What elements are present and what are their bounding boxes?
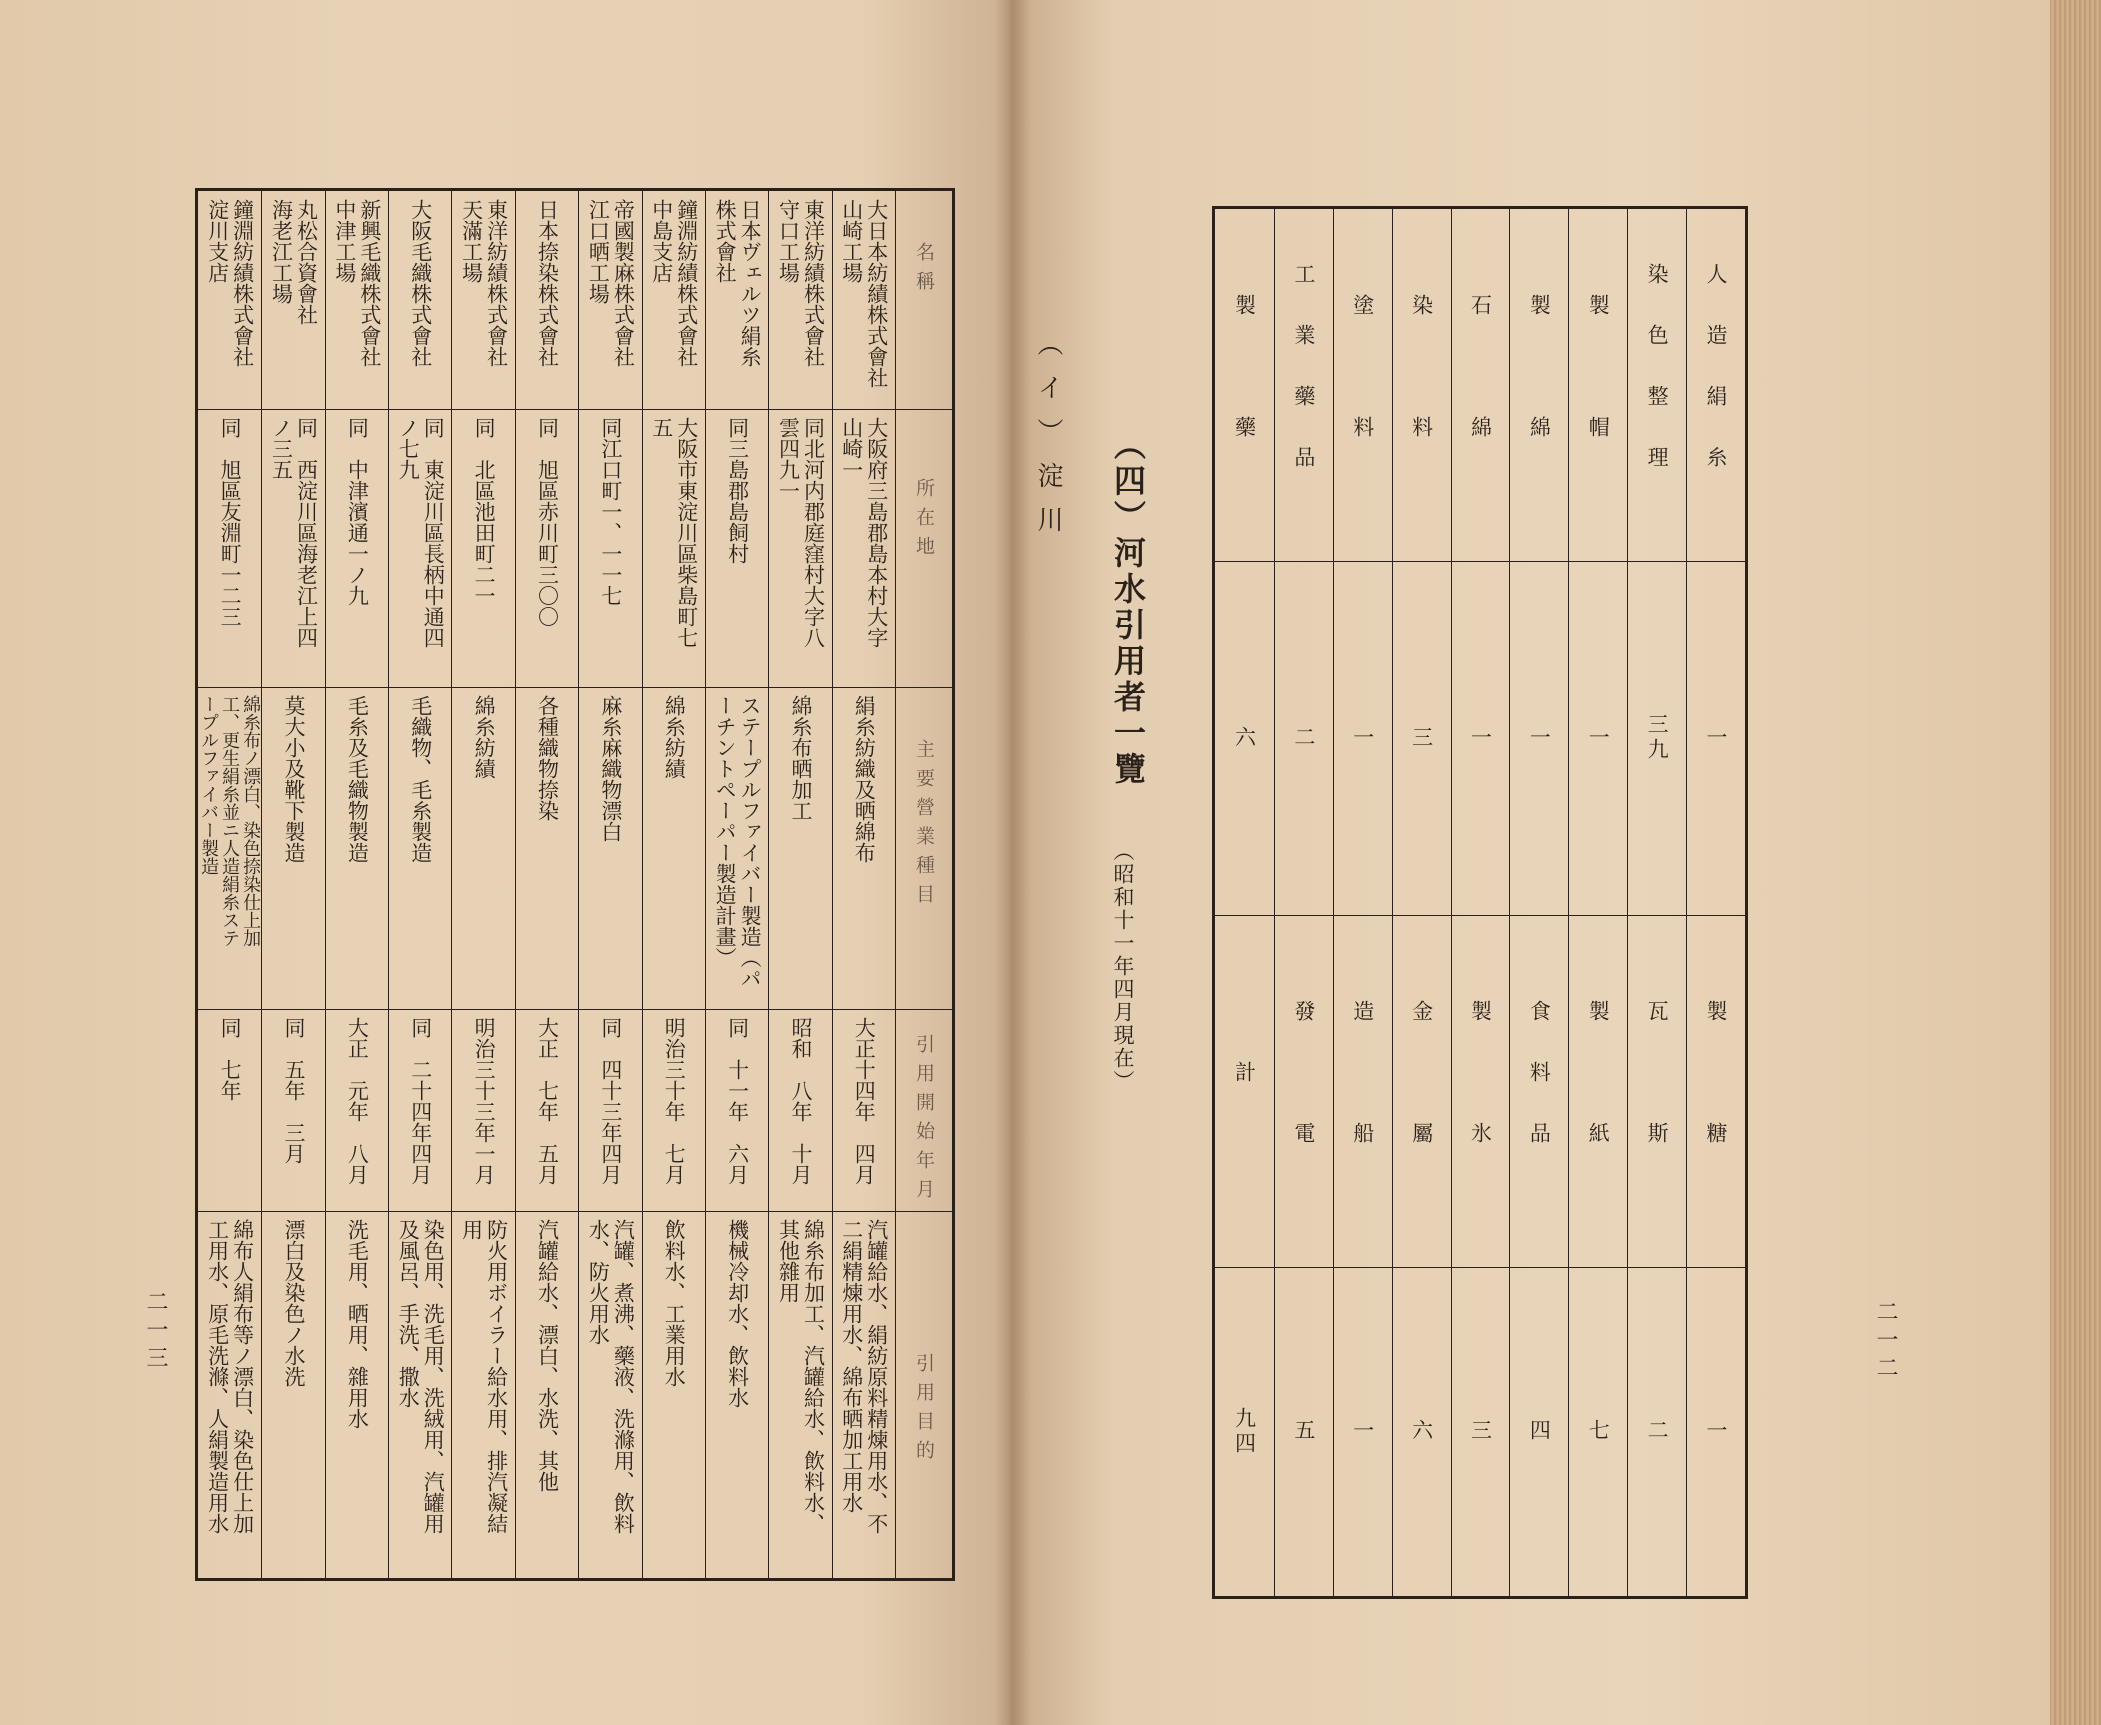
cell-text: 明治三十三年一月 — [472, 1017, 497, 1185]
cell-count: 一 — [1704, 725, 1729, 751]
cell-text: 飲料水、工業用水 — [662, 1219, 687, 1387]
cell-industry2: 食料品 — [1527, 999, 1552, 1183]
cell-location — [579, 409, 641, 687]
cell-location — [262, 409, 324, 687]
cell-name — [833, 191, 895, 409]
cell-business — [769, 687, 831, 1009]
cell-industry2: 金 屬 — [1409, 999, 1434, 1183]
cell-purpose — [452, 1211, 514, 1578]
cell-purpose — [769, 1211, 831, 1578]
cell-start — [326, 1009, 388, 1211]
cell-text: 染色用、洗毛用、洗絨用、汽罐用 及風呂、手洗、撒水 — [396, 1219, 446, 1534]
cell-text: 昭和 八年 十月 — [788, 1017, 813, 1185]
cell-text: 明治三十年 七月 — [662, 1017, 687, 1185]
cell-text: 綿布人絹布等ノ漂白、染色仕上加 工用水、原毛洗滌、人絹製造用水 — [205, 1219, 255, 1534]
cell-industry2: 瓦 斯 — [1645, 999, 1670, 1183]
cell-text: ステープルファイバー製造（パ ーチントペーパー製造計畫） — [713, 695, 763, 989]
cell-text: 麻糸麻織物漂白 — [598, 695, 623, 842]
cell-text: 大日本紡績株式會社 山崎工場 — [839, 199, 889, 388]
cell-purpose — [262, 1211, 324, 1578]
cell-industry2: 製 紙 — [1586, 999, 1611, 1183]
cell-location — [326, 409, 388, 687]
cell-text: 大正 元年 八月 — [345, 1017, 370, 1185]
page-number-right: 二一二 — [1873, 1300, 1898, 1384]
cell-start — [643, 1009, 705, 1211]
cell-text: 綿糸布ノ漂白、染色捺染仕上加 工、更生絹糸並ニ人造絹糸ステ ープルファイバー製造 — [198, 695, 262, 947]
cell-count2: 九四 — [1232, 1406, 1257, 1457]
cell-text: 防火用ボイラー給水用、排汽凝結 用 — [459, 1219, 509, 1534]
cell-location — [389, 409, 451, 687]
industry-column — [1568, 209, 1627, 1596]
cell-industry: 染色整理 — [1645, 263, 1670, 507]
cell-text: 毛糸及毛織物製造 — [345, 695, 370, 863]
cell-text: 同 中津濱通一ノ九 — [345, 417, 370, 606]
page-title: （四）河水引用者一覽 — [1109, 428, 1147, 788]
cell-location — [198, 409, 261, 687]
cell-count2: 七 — [1586, 1419, 1611, 1444]
cell-purpose — [643, 1211, 705, 1578]
cell-text: 同 東淀川區長柄中通四 ノ七九 — [396, 417, 446, 648]
cell-count: 一 — [1468, 725, 1493, 751]
cell-business — [833, 687, 895, 1009]
cell-text: 絹糸紡織及晒綿布 — [852, 695, 877, 863]
book-gutter — [995, 0, 1031, 1725]
cell-text: 綿糸紡績 — [662, 695, 687, 779]
cell-text: 毛織物、毛糸製造 — [408, 695, 433, 863]
table-row — [451, 191, 514, 1578]
header-purpose: 引用目的 — [913, 1353, 935, 1469]
cell-industry: 塗 料 — [1350, 293, 1375, 477]
cell-text: 大正 七年 五月 — [535, 1017, 560, 1185]
cell-start — [769, 1009, 831, 1211]
industry-column — [1215, 209, 1274, 1596]
table-row — [705, 191, 768, 1578]
cell-count: 二 — [1291, 725, 1316, 751]
cell-business — [198, 687, 261, 1009]
cell-count2: 二 — [1645, 1419, 1670, 1444]
cell-count2: 三 — [1468, 1419, 1493, 1444]
cell-text: 大阪毛織株式會社 — [408, 199, 433, 367]
table-row — [325, 191, 388, 1578]
cell-start — [516, 1009, 578, 1211]
cell-text: 鐘淵紡績株式會社 中島支店 — [649, 199, 699, 367]
cell-industry2: 製 氷 — [1468, 999, 1493, 1183]
cell-text: 大正十四年 四月 — [852, 1017, 877, 1185]
industry-column — [1509, 209, 1568, 1596]
cell-text: 丸松合資會社 海老江工場 — [269, 199, 319, 325]
cell-count: 一 — [1586, 725, 1611, 751]
table-row — [642, 191, 705, 1578]
cell-count2: 四 — [1527, 1419, 1552, 1444]
cell-text: 汽罐、煮沸、藥液、洗滌用、飲料 水、防火用水 — [586, 1219, 636, 1534]
header-location: 所在地 — [913, 477, 935, 565]
header-name: 名稱 — [913, 242, 935, 300]
industry-column — [1274, 209, 1333, 1596]
cell-purpose — [326, 1211, 388, 1578]
cell-start — [706, 1009, 768, 1211]
cell-name — [706, 191, 768, 409]
cell-text: 同 北區池田町二一 — [472, 417, 497, 606]
cell-location — [833, 409, 895, 687]
page-edge — [2050, 0, 2101, 1725]
cell-name — [643, 191, 705, 409]
cell-text: 洗毛用、晒用、雜用水 — [345, 1219, 370, 1429]
cell-location — [769, 409, 831, 687]
industry-column — [1451, 209, 1510, 1596]
table-row — [515, 191, 578, 1578]
cell-count2: 六 — [1409, 1419, 1434, 1444]
cell-industry2: 製 糖 — [1704, 999, 1729, 1183]
cell-text: 莫大小及靴下製造 — [282, 695, 307, 863]
cell-count2: 五 — [1291, 1419, 1316, 1444]
industry-column — [1333, 209, 1392, 1596]
cell-text: 同 西淀川區海老江上四 ノ三五 — [269, 417, 319, 648]
cell-text: 同江口町一、一一七 — [598, 417, 623, 606]
cell-start — [833, 1009, 895, 1211]
cell-business — [452, 687, 514, 1009]
cell-text: 各種織物捺染 — [535, 695, 560, 821]
cell-text: 同 四十三年四月 — [598, 1017, 623, 1185]
cell-industry2: 計 — [1232, 1060, 1257, 1122]
table-header-column — [895, 191, 952, 1578]
page-number-left: 二一三 — [143, 1290, 168, 1374]
cell-text: 同 七年 — [218, 1017, 243, 1101]
cell-count: 三九 — [1645, 713, 1670, 763]
cell-industry: 染 料 — [1409, 293, 1434, 477]
industry-column — [1392, 209, 1451, 1596]
cell-text: 綿糸紡績 — [472, 695, 497, 779]
industry-column — [1686, 209, 1745, 1596]
cell-start — [389, 1009, 451, 1211]
cell-start — [452, 1009, 514, 1211]
cell-purpose — [579, 1211, 641, 1578]
page-subtitle: （昭和十一年四月現在） — [1111, 840, 1135, 1093]
cell-business — [579, 687, 641, 1009]
cell-text: 東洋紡績株式會社 天滿工場 — [459, 199, 509, 367]
cell-name — [769, 191, 831, 409]
table-row — [261, 191, 324, 1578]
cell-start — [198, 1009, 261, 1211]
water-users-table-yodogawa — [195, 188, 955, 1581]
cell-industry: 工業藥品 — [1291, 263, 1316, 507]
cell-count: 六 — [1232, 725, 1257, 751]
cell-start — [262, 1009, 324, 1211]
cell-purpose — [389, 1211, 451, 1578]
cell-text: 同 二十四年四月 — [408, 1017, 433, 1185]
cell-industry: 製 帽 — [1586, 293, 1611, 477]
cell-count2: 一 — [1704, 1419, 1729, 1444]
industry-column — [1627, 209, 1686, 1596]
cell-name — [452, 191, 514, 409]
cell-text: 汽罐給水、漂白、水洗、其他 — [535, 1219, 560, 1492]
cell-purpose — [198, 1211, 261, 1578]
cell-text: 同 五年 三月 — [282, 1017, 307, 1164]
header-business: 主要營業種目 — [913, 739, 935, 913]
table-row — [832, 191, 895, 1578]
cell-text: 大阪市東淀川區柴島町七 五 — [649, 417, 699, 648]
cell-industry2: 發 電 — [1291, 999, 1316, 1183]
cell-name — [516, 191, 578, 409]
cell-location — [516, 409, 578, 687]
cell-text: 機械冷却水、飲料水 — [725, 1219, 750, 1408]
industry-count-table — [1212, 206, 1748, 1599]
cell-text: 同北河内郡庭窪村大字八 雲四九一 — [776, 417, 826, 648]
cell-text: 同三島郡島飼村 — [725, 417, 750, 564]
cell-text: 帝國製麻株式會社 江口晒工場 — [586, 199, 636, 367]
cell-text: 新興毛織株式會社 中津工場 — [332, 199, 382, 367]
cell-location — [706, 409, 768, 687]
cell-text: 日本捺染株式會社 — [535, 199, 560, 367]
cell-text: 綿糸布晒加工 — [788, 695, 813, 821]
cell-text: 同 旭區赤川町三〇〇 — [535, 417, 560, 627]
cell-text: 日本ヴェルツ絹糸 株式會社 — [713, 199, 763, 367]
cell-start — [579, 1009, 641, 1211]
cell-business — [516, 687, 578, 1009]
cell-text: 東洋紡績株式會社 守口工場 — [776, 199, 826, 367]
cell-business — [326, 687, 388, 1009]
cell-count: 一 — [1350, 725, 1375, 751]
cell-count: 三 — [1409, 725, 1434, 751]
cell-name — [579, 191, 641, 409]
cell-count: 一 — [1527, 725, 1552, 751]
cell-business — [706, 687, 768, 1009]
table-row — [198, 191, 261, 1578]
cell-industry: 製 綿 — [1527, 293, 1552, 477]
cell-text: 漂白及染色ノ水洗 — [282, 1219, 307, 1387]
header-start-date: 引用開始年月 — [913, 1034, 935, 1208]
cell-business — [262, 687, 324, 1009]
cell-name — [198, 191, 261, 409]
cell-text: 大阪府三島郡島本村大字 山崎一 — [839, 417, 889, 648]
cell-text: 綿糸布加工、汽罐給水、飲料水、 其他雜用 — [776, 1219, 826, 1534]
cell-purpose — [706, 1211, 768, 1578]
cell-purpose — [833, 1211, 895, 1578]
cell-text: 鐘淵紡績株式會社 淀川支店 — [205, 199, 255, 367]
cell-text: 同 十一年 六月 — [725, 1017, 750, 1185]
cell-industry: 人造絹糸 — [1704, 263, 1729, 507]
cell-text: 同 旭區友淵町一二三 — [218, 417, 243, 627]
table-row — [768, 191, 831, 1578]
cell-business — [643, 687, 705, 1009]
cell-industry: 石 綿 — [1468, 293, 1493, 477]
cell-name — [262, 191, 324, 409]
cell-industry: 製 藥 — [1232, 293, 1257, 477]
cell-name — [389, 191, 451, 409]
cell-text: 汽罐給水、絹紡原料精煉用水、不 二絹精煉用水、綿布晒加工用水 — [839, 1219, 889, 1534]
cell-location — [452, 409, 514, 687]
cell-location — [643, 409, 705, 687]
table-row — [388, 191, 451, 1578]
cell-name — [326, 191, 388, 409]
cell-purpose — [516, 1211, 578, 1578]
cell-business — [389, 687, 451, 1009]
cell-industry2: 造 船 — [1350, 999, 1375, 1183]
table-row — [578, 191, 641, 1578]
section-title: （イ）淀川 — [1033, 330, 1063, 550]
cell-count2: 一 — [1350, 1419, 1375, 1444]
